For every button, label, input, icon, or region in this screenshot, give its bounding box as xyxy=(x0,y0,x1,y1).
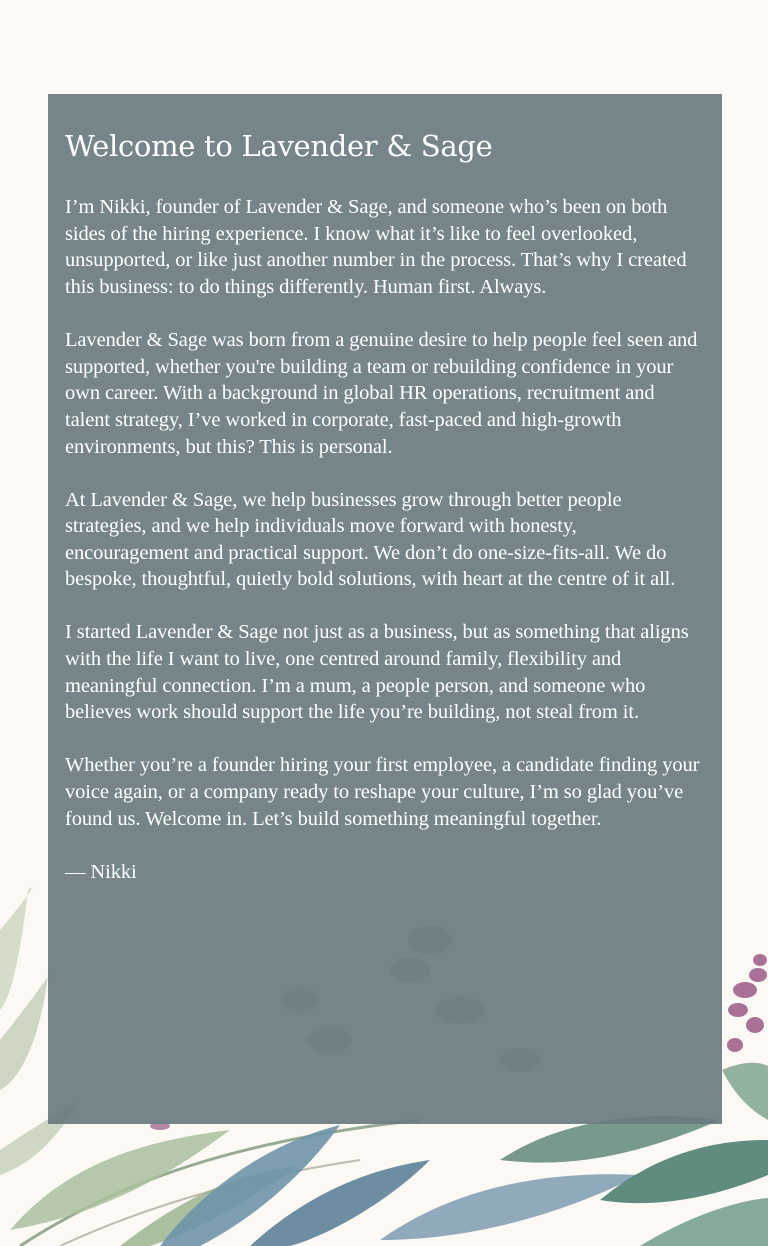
signature: — Nikki xyxy=(65,860,137,883)
services-paragraph: At Lavender & Sage, we help businesses grow through better people strategies, and we help individuals move forward with honesty, encouragement and practical support. We don’t do one-size-fits-all. We do bespoke, thoughtful, quietly bold solutions, with heart at the centre of it all. xyxy=(65,488,676,591)
closing-paragraph: Whether you’re a founder hiring your first employee, a candidate finding your voice again, or a company ready to reshape your culture, I’m so glad you’ve found us. Welcome in. Let’s build something meaningful together. xyxy=(65,754,700,830)
intro-paragraph: I’m Nikki, founder of Lavender & Sage, and someone who’s been on both sides of the hiring experience. I know what it’s like to feel overlooked, unsupported, or like just another number in the process. That’s why I created this business: to do things differently. Human first. Always. xyxy=(65,196,687,299)
personal-paragraph: I started Lavender & Sage not just as a business, but as something that aligns with the life I want to live, one centred around family, flexibility and meaningful connection. I’m a mum, a people person, and someone who believes work should support the life you’re building, not steal from it. xyxy=(65,621,689,724)
welcome-card xyxy=(48,94,722,1124)
background-paragraph: Lavender & Sage was born from a genuine desire to help people feel seen and supported, whether you're building a team or rebuilding confidence in your own career. With a background in global HR operations, recruitment and talent strategy, I’ve worked in corporate, fast-paced and high-growth environments, but this? This is personal. xyxy=(65,329,698,458)
page-title: Welcome to Lavender & Sage xyxy=(65,129,493,163)
